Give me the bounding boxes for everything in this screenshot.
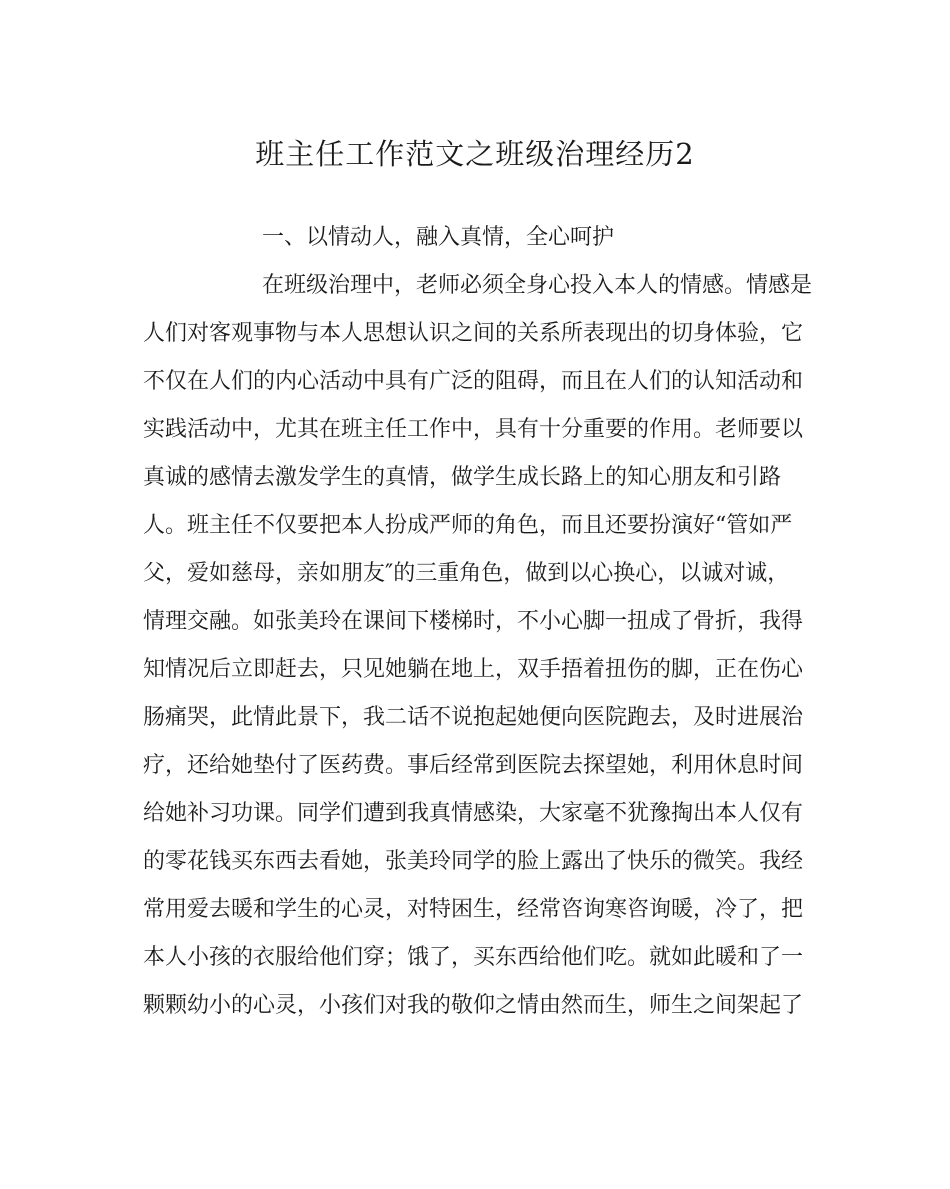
paragraph-line: 知情况后立即赶去，只见她躺在地上，双手捂着扭伤的脚，正在伤心	[143, 657, 804, 682]
paragraph-line: 人们对客观事物与本人思想认识之间的关系所表现出的切身体验，它	[143, 321, 804, 346]
paragraph-line: 的零花钱买东西去看她，张美玲同学的脸上露出了快乐的微笑。我经	[143, 849, 804, 874]
paragraph-line: 给她补习功课。同学们遭到我真情感染，大家毫不犹豫掏出本人仅有	[143, 801, 804, 826]
paragraph-line: 真诚的感情去激发学生的真情，做学生成长路上的知心朋友和引路	[143, 465, 782, 490]
paragraph-line: 情理交融。如张美玲在课间下楼梯时，不小心脚一扭成了骨折，我得	[143, 609, 804, 634]
paragraph-line: 颗颗幼小的心灵，小孩们对我的敬仰之情由然而生，师生之间架起了	[143, 993, 804, 1018]
paragraph-line: 本人小孩的衣服给他们穿；饿了，买东西给他们吃。就如此暖和了一	[143, 945, 804, 970]
document-title: 班主任工作范文之班级治理经历2	[255, 137, 695, 171]
paragraph-line: 实践活动中，尤其在班主任工作中，具有十分重要的作用。老师要以	[143, 417, 804, 442]
paragraph-line: 父，爱如慈母，亲如朋友″的三重角色，做到以心换心，以诚对诚，	[143, 561, 790, 586]
paragraph-line: 肠痛哭，此情此景下，我二话不说抱起她便向医院跑去，及时进展治	[143, 705, 804, 730]
paragraph-line: 常用爱去暖和学生的心灵，对特困生，经常咨询寒咨询暖，冷了，把	[143, 897, 804, 922]
paragraph-line: 在班级治理中，老师必须全身心投入本人的情感。情感是	[262, 273, 813, 298]
section-heading: 一、以情动人，融入真情，全心呵护	[262, 225, 615, 250]
paragraph-line: 不仅在人们的内心活动中具有广泛的阻碍，而且在人们的认知活动和	[143, 369, 804, 394]
paragraph-line: 人。班主任不仅要把本人扮成严师的角色，而且还要扮演好“管如严	[143, 513, 793, 538]
paragraph-line: 疗，还给她垫付了医药费。事后经常到医院去探望她，利用休息时间	[143, 753, 804, 778]
